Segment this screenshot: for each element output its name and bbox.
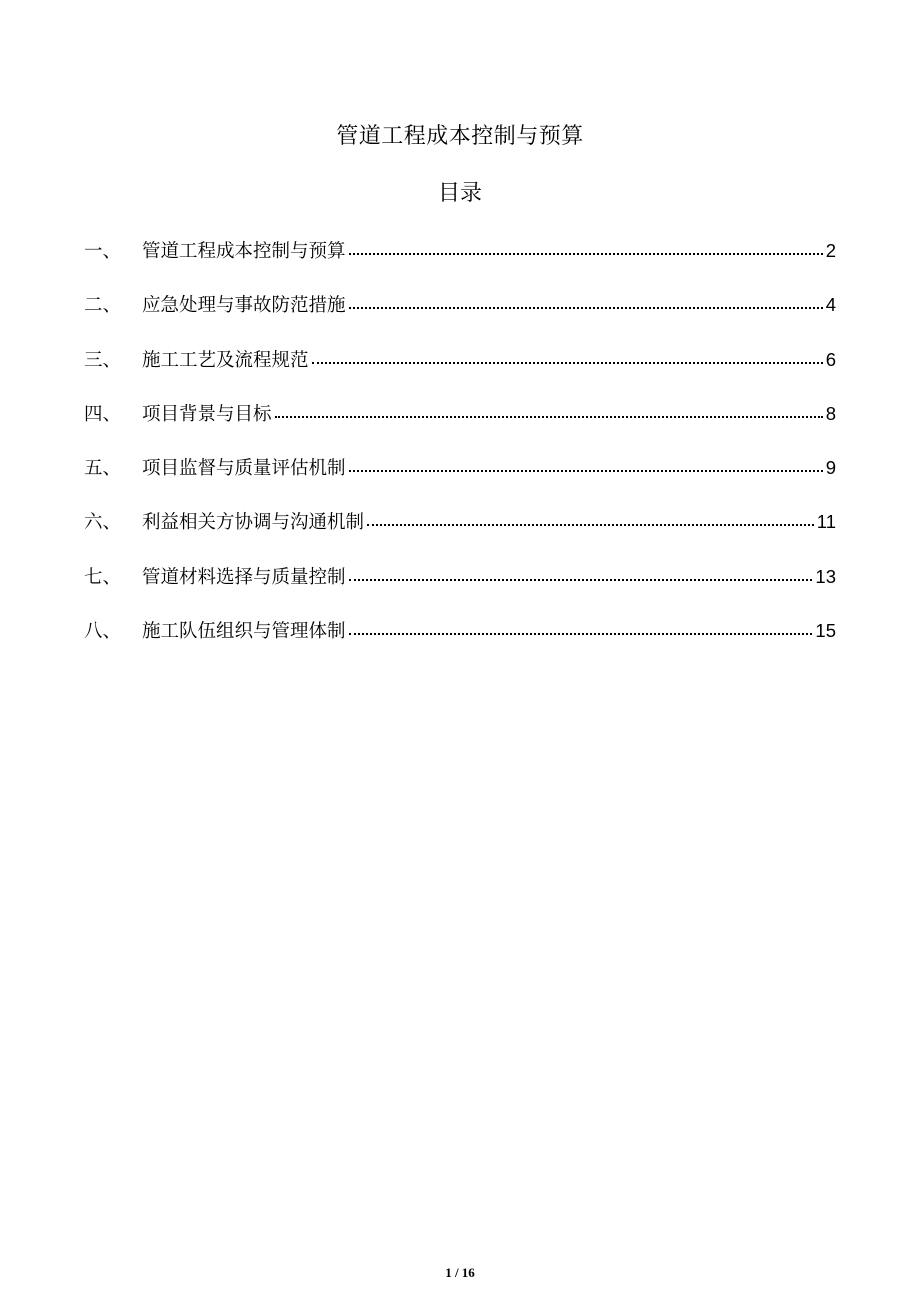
toc-dot-leader — [275, 400, 823, 420]
toc-entry-title[interactable]: 项目背景与目标 — [142, 403, 272, 425]
toc-entry-page[interactable]: 11 — [816, 511, 836, 533]
toc-entry-number: 四、 — [84, 403, 122, 425]
toc-entry-page[interactable]: 9 — [825, 457, 836, 479]
toc-dot-leader — [349, 563, 813, 583]
toc-dot-leader — [312, 346, 823, 366]
toc-entry-title[interactable]: 管道工程成本控制与预算 — [142, 241, 346, 262]
toc-dot-leader — [349, 237, 823, 257]
toc-entry-title[interactable]: 管道材料选择与质量控制 — [142, 566, 346, 588]
toc-entry[interactable] — [84, 288, 836, 342]
toc-entry-title[interactable]: 利益相关方协调与沟通机制 — [142, 512, 365, 534]
toc-heading: 目录 — [437, 181, 482, 206]
page-indicator: 1 / 16 — [445, 1265, 475, 1280]
document-title: 管道工程成本控制与预算 — [336, 124, 584, 149]
toc-entry-title[interactable]: 项目监督与质量评估机制 — [142, 458, 346, 480]
toc-entry[interactable] — [84, 560, 836, 614]
toc-entry-number: 二、 — [84, 295, 122, 317]
toc-entry-number: 五、 — [84, 458, 122, 480]
toc-entry[interactable] — [84, 343, 836, 397]
toc-entry[interactable] — [84, 397, 836, 451]
toc-entry-number: 一、 — [84, 241, 122, 262]
toc-entry-number: 八、 — [84, 621, 122, 643]
toc-dot-leader — [367, 508, 814, 528]
table-of-contents — [84, 234, 836, 668]
toc-entry-page[interactable]: 6 — [825, 348, 836, 370]
toc-entry-page[interactable]: 4 — [825, 294, 836, 316]
toc-entry-number: 六、 — [84, 512, 122, 534]
toc-entry[interactable] — [84, 234, 836, 288]
toc-entry[interactable] — [84, 505, 836, 559]
toc-dot-leader — [349, 291, 823, 311]
toc-entry-page[interactable]: 8 — [825, 402, 836, 424]
toc-entry-page[interactable]: 2 — [825, 240, 836, 261]
toc-entry-title[interactable]: 应急处理与事故防范措施 — [142, 295, 346, 317]
toc-entry-page[interactable]: 13 — [815, 565, 836, 587]
toc-dot-leader — [349, 454, 823, 474]
toc-entry-title[interactable]: 施工工艺及流程规范 — [142, 349, 309, 371]
toc-entry-title[interactable]: 施工队伍组织与管理体制 — [142, 621, 346, 643]
toc-entry-number: 三、 — [84, 349, 122, 371]
toc-entry-number: 七、 — [84, 566, 122, 588]
toc-entry[interactable] — [84, 614, 836, 668]
toc-dot-leader — [349, 617, 813, 637]
toc-entry[interactable] — [84, 451, 836, 505]
toc-entry-page[interactable]: 15 — [815, 620, 836, 642]
